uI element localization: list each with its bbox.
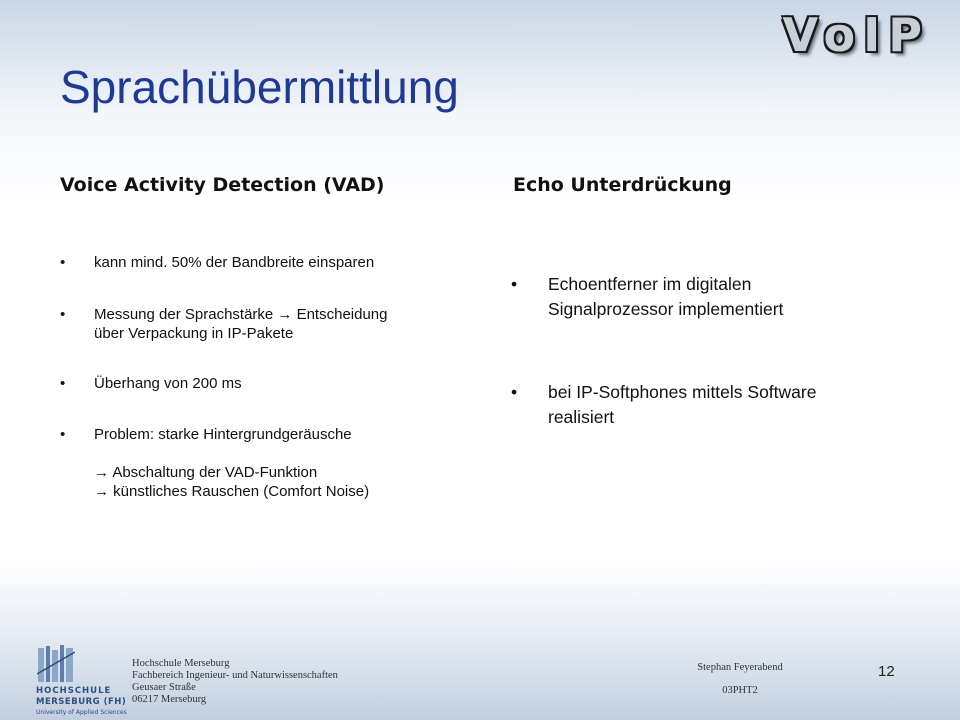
bullet-text: kann mind. 50% der Bandbreite einsparen bbox=[94, 254, 375, 271]
footer-address bbox=[132, 658, 338, 706]
bullet-dot: • bbox=[60, 306, 66, 323]
bullet-text: Echoentferner im digitalen bbox=[548, 274, 752, 294]
bullet-text: bei IP-Softphones mittels Software bbox=[548, 382, 817, 402]
address-line: 06217 Merseburg bbox=[132, 694, 207, 705]
logo-text: MERSEBURG (FH) bbox=[36, 697, 127, 707]
bullet-text: Signalprozessor implementiert bbox=[548, 299, 784, 319]
bullet-text: Messung der Sprachstärke → Entscheidung bbox=[94, 306, 388, 323]
bullet-dot: • bbox=[511, 274, 518, 294]
footer-course: 03PHT2 bbox=[722, 685, 758, 696]
university-crest-icon bbox=[37, 644, 75, 684]
bullet-text: → künstliches Rauschen (Comfort Noise) bbox=[94, 483, 370, 500]
address-line: Hochschule Merseburg bbox=[132, 658, 230, 669]
bullet-dot: • bbox=[511, 382, 518, 402]
bullet-item bbox=[60, 305, 480, 343]
bullet-item bbox=[60, 374, 480, 393]
slide-title: Sprachübermittlung bbox=[60, 61, 459, 113]
address-line: Fachbereich Ingenieur- und Naturwissenschaften bbox=[132, 670, 338, 681]
bullet-text: → Abschaltung der VAD-Funktion bbox=[94, 464, 318, 481]
bullet-text: über Verpackung in IP-Pakete bbox=[94, 325, 294, 342]
bullet-item bbox=[511, 380, 911, 430]
bullet-text: Problem: starke Hintergrundgeräusche bbox=[94, 426, 352, 443]
page-number: 12 bbox=[878, 663, 895, 680]
bullet-dot: • bbox=[60, 426, 66, 443]
left-column-heading: Voice Activity Detection (VAD) bbox=[60, 174, 385, 196]
bullet-item bbox=[511, 272, 911, 322]
bullet-dot: • bbox=[60, 375, 66, 392]
voip-logo: VoIP bbox=[782, 8, 930, 62]
right-column-heading: Echo Unterdrückung bbox=[513, 174, 732, 196]
bullet-item bbox=[60, 253, 480, 272]
bullet-item bbox=[60, 425, 480, 501]
bullet-dot: • bbox=[60, 254, 66, 271]
address-line: Geusaer Straße bbox=[132, 682, 196, 693]
bullet-text: realisiert bbox=[548, 407, 615, 427]
logo-text: HOCHSCHULE bbox=[36, 686, 112, 696]
bullet-text: Überhang von 200 ms bbox=[94, 375, 242, 392]
logo-text: University of Applied Sciences bbox=[36, 709, 127, 716]
footer-author: Stephan Feyerabend bbox=[697, 662, 783, 673]
